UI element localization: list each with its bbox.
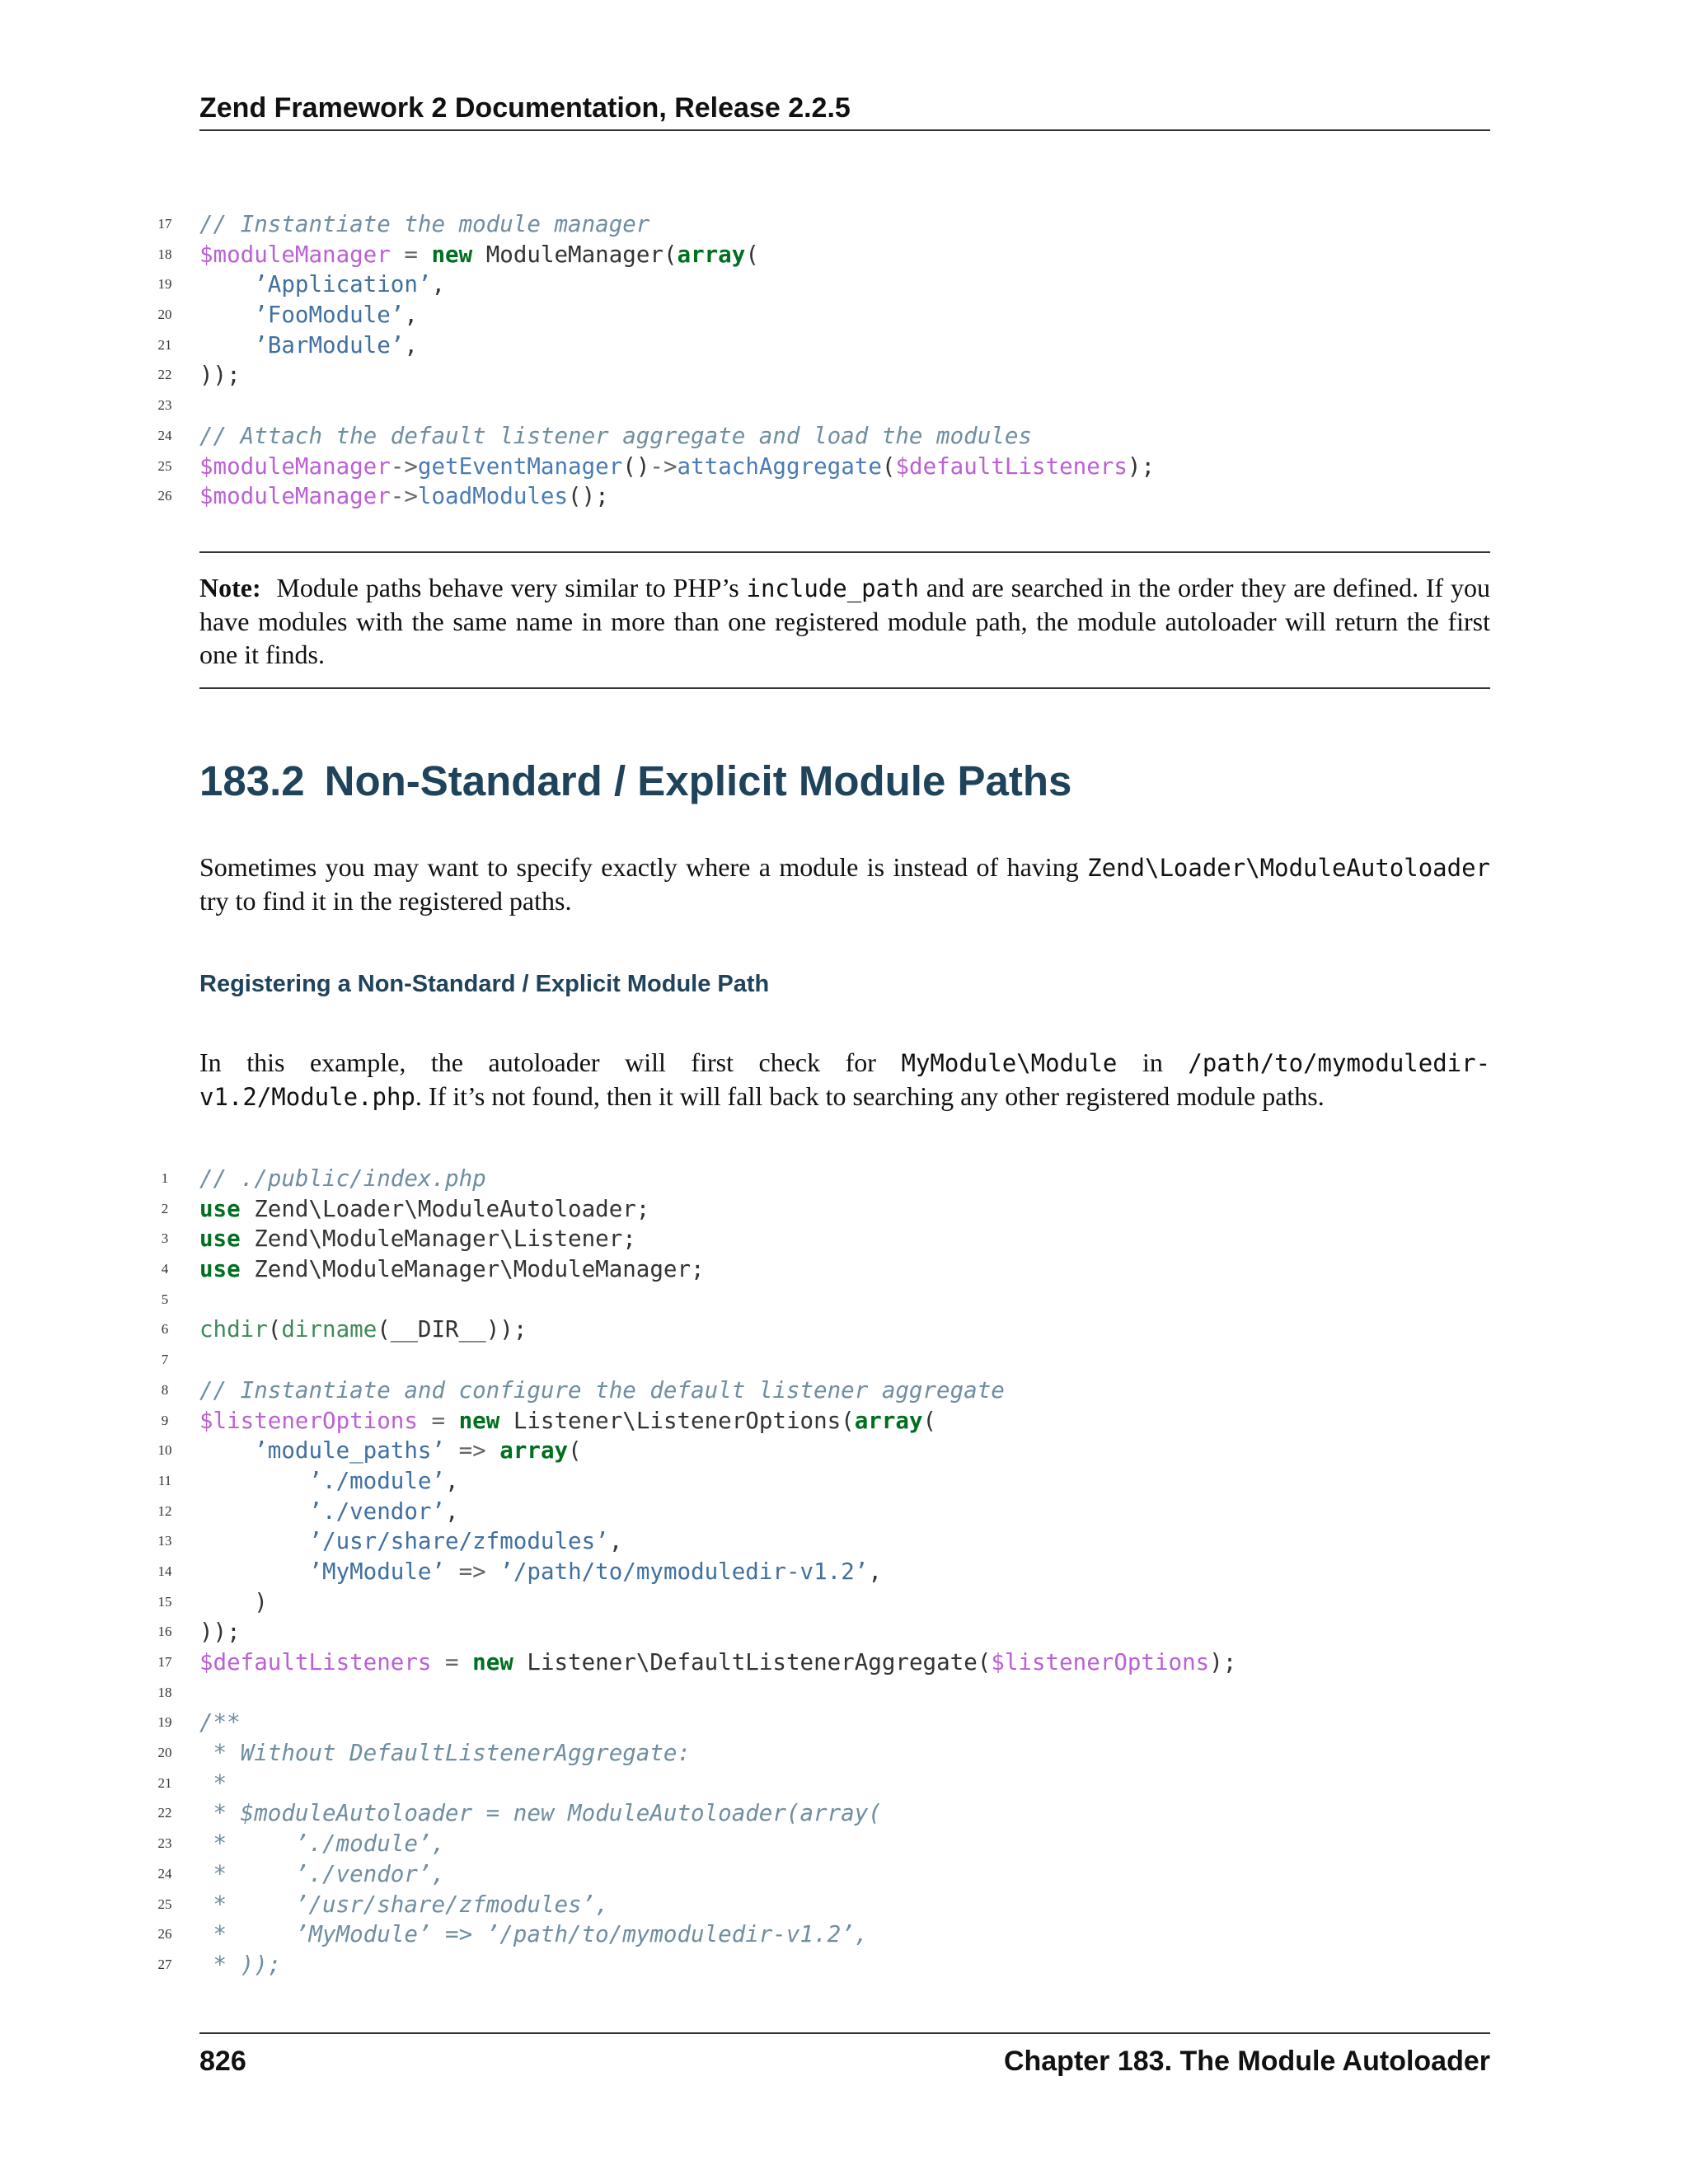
code-text <box>199 1950 281 1980</box>
code-text <box>199 1647 1236 1678</box>
code-line <box>150 1526 1490 1557</box>
code-line <box>150 1587 1490 1618</box>
code-token: ’/path/to/mymoduledir-v1.2’ <box>499 1558 869 1585</box>
note-box <box>199 551 1490 689</box>
code-token: $defaultListeners <box>199 1649 432 1675</box>
code-token: getEventManager <box>417 452 623 480</box>
section-intro-paragraph <box>199 851 1490 917</box>
intro-code: Zend\Loader\ModuleAutoloader <box>1087 854 1491 882</box>
code-token: ( <box>745 241 759 268</box>
code-token: = <box>445 1649 459 1675</box>
code-token: chdir <box>199 1316 268 1343</box>
code-token: use <box>199 1256 241 1283</box>
page-number: 826 <box>199 2046 246 2077</box>
code-text <box>199 330 418 361</box>
code-text <box>199 1406 936 1436</box>
code-token: Zend\ModuleManager\ModuleManager; <box>240 1256 705 1283</box>
code-text <box>199 1436 582 1466</box>
line-number: 18 <box>157 246 172 262</box>
code-token: ’./vendor’ <box>308 1497 446 1525</box>
line-number: 16 <box>157 1624 172 1640</box>
code-token: * ’./module’, <box>199 1830 446 1858</box>
code-token: use <box>199 1195 241 1222</box>
sub-text-1: In this example, the autoloader will first check for <box>199 1047 876 1077</box>
code-token: $moduleManager <box>199 452 391 480</box>
code-text <box>199 1587 268 1618</box>
line-number: 22 <box>157 1805 172 1821</box>
code-token: // ./public/index.php <box>199 1165 486 1192</box>
code-token <box>459 1649 473 1675</box>
code-token <box>418 1408 432 1434</box>
line-number: 25 <box>157 1896 172 1912</box>
code-line <box>150 1829 1490 1859</box>
code-token: ) <box>199 1588 268 1615</box>
code-token: , <box>608 1528 623 1555</box>
code-token <box>445 1437 459 1464</box>
code-token: Listener\ListenerOptions( <box>499 1407 855 1434</box>
code-token: , <box>431 271 446 298</box>
code-line <box>150 1890 1490 1920</box>
code-token <box>431 1649 445 1675</box>
code-token: ModuleManager( <box>472 241 678 268</box>
line-number: 22 <box>157 367 172 383</box>
code-line <box>150 1406 1490 1436</box>
line-number: 4 <box>161 1261 169 1277</box>
code-text <box>199 1769 227 1799</box>
code-token: $moduleManager <box>199 483 391 510</box>
code-text <box>199 1376 1005 1406</box>
code-text <box>199 1526 622 1557</box>
line-number: 19 <box>157 1714 172 1731</box>
code-line <box>150 481 1490 512</box>
line-number: 27 <box>157 1956 172 1972</box>
code-token <box>445 1558 459 1585</box>
code-token <box>199 1558 308 1585</box>
code-token: ( <box>267 1316 282 1343</box>
code-text <box>199 421 1032 452</box>
code-token: )); <box>199 1619 241 1646</box>
code-line <box>150 1708 1490 1738</box>
code-token <box>486 1437 500 1464</box>
code-token: Listener\DefaultListenerAggregate( <box>513 1649 992 1675</box>
code-token: Zend\Loader\ModuleAutoloader; <box>240 1195 650 1222</box>
code-text <box>199 1254 705 1285</box>
running-header <box>199 92 1490 131</box>
code-token: Zend\ModuleManager\Listener; <box>240 1226 636 1253</box>
code-token: (); <box>568 483 609 510</box>
code-text <box>199 1315 527 1345</box>
code-line <box>150 1647 1490 1678</box>
code-token: ); <box>1127 452 1156 480</box>
line-number: 26 <box>157 488 172 504</box>
code-line <box>150 1617 1490 1647</box>
code-token: // Attach the default listener aggregate and load the modules <box>199 422 1032 449</box>
code-token: * )); <box>199 1951 282 1978</box>
code-line <box>150 1194 1490 1225</box>
code-token <box>418 241 432 268</box>
code-token: ( <box>881 452 896 480</box>
code-token: , <box>445 1497 459 1525</box>
code-line <box>150 1285 1490 1315</box>
code-token: * <box>199 1769 227 1797</box>
code-token: ’./module’ <box>308 1467 446 1494</box>
subsection-paragraph <box>199 1046 1490 1113</box>
code-line <box>150 391 1490 421</box>
code-token: new <box>458 1407 500 1434</box>
code-token: -> <box>390 452 418 480</box>
code-line <box>150 1315 1490 1345</box>
line-number: 17 <box>157 1654 172 1670</box>
line-number: 20 <box>157 307 172 323</box>
code-line <box>150 452 1490 482</box>
code-token <box>199 1468 308 1494</box>
code-token: , <box>404 302 418 329</box>
code-line <box>150 1738 1490 1769</box>
code-token: /** <box>199 1709 241 1736</box>
code-block-module-manager <box>150 209 1490 512</box>
code-token: dirname <box>281 1316 377 1343</box>
line-number: 19 <box>157 276 172 293</box>
sub-code-1: MyModule\Module <box>901 1049 1118 1077</box>
line-number: 21 <box>157 1774 172 1791</box>
code-line <box>150 209 1490 240</box>
code-text <box>199 1798 882 1829</box>
note-label: Note: <box>199 573 261 602</box>
chapter-title: Chapter 183. The Module Autoloader <box>1003 2046 1490 2077</box>
code-token: new <box>472 1649 513 1675</box>
line-number: 12 <box>157 1502 172 1519</box>
intro-text-2: try to find it in the registered paths. <box>199 886 572 916</box>
code-line <box>150 300 1490 330</box>
line-number: 23 <box>157 397 172 414</box>
code-token: // Instantiate and configure the default listener aggregate <box>199 1376 1005 1404</box>
note-code: include_path <box>746 574 919 602</box>
code-token <box>486 1558 500 1585</box>
code-token: $moduleManager <box>199 241 391 268</box>
code-text <box>199 1919 868 1950</box>
line-number: 26 <box>157 1926 172 1943</box>
code-token: = <box>431 1407 446 1434</box>
code-token: (__DIR__)); <box>377 1316 528 1343</box>
code-token: $defaultListeners <box>895 452 1128 480</box>
code-text <box>199 360 241 391</box>
code-text <box>199 1164 486 1194</box>
code-text <box>199 269 445 300</box>
line-number: 7 <box>161 1352 169 1368</box>
code-line <box>150 1436 1490 1466</box>
line-number: 2 <box>161 1200 169 1216</box>
code-token: array <box>854 1407 923 1434</box>
line-number: 1 <box>161 1170 169 1186</box>
code-token: $listenerOptions <box>991 1649 1210 1675</box>
code-text <box>199 1890 609 1920</box>
code-token: => <box>458 1437 486 1465</box>
section-title: Non-Standard / Explicit Module Paths <box>324 757 1072 804</box>
code-token: * Without DefaultListenerAggregate: <box>199 1740 692 1767</box>
code-line <box>150 1497 1490 1527</box>
code-token: // Instantiate the module manager <box>199 211 650 237</box>
code-line <box>150 269 1490 300</box>
document-title: Zend Framework 2 Documentation, Release 2.2.5 <box>199 92 851 124</box>
code-line <box>150 1376 1490 1406</box>
line-number: 24 <box>157 1865 172 1882</box>
code-text <box>199 1557 882 1587</box>
code-text <box>199 1466 459 1497</box>
line-number: 24 <box>157 427 172 443</box>
code-token: ’module_paths’ <box>254 1437 446 1465</box>
code-line <box>150 1164 1490 1194</box>
code-text <box>199 300 418 330</box>
code-token: -> <box>649 452 678 480</box>
line-number: 21 <box>157 336 172 353</box>
code-text <box>199 1224 636 1254</box>
code-token: , <box>404 331 418 359</box>
code-token: () <box>622 452 650 480</box>
line-number: 13 <box>157 1533 172 1549</box>
code-line <box>150 1224 1490 1254</box>
code-block-explicit-paths <box>150 1164 1490 1980</box>
code-line <box>150 1345 1490 1376</box>
code-text <box>199 240 759 270</box>
code-token: ’FooModule’ <box>254 302 405 329</box>
code-text <box>199 1829 445 1859</box>
sub-code-2: /path/to/mymoduledir-v1.2/Module.php <box>199 1049 1491 1111</box>
code-token <box>199 1528 308 1554</box>
code-text <box>199 209 649 240</box>
code-text <box>199 1194 649 1225</box>
code-token <box>391 241 405 268</box>
sub-text-3: . If it’s not found, then it will fall back to searching any other registered module paths. <box>415 1081 1325 1111</box>
line-number: 11 <box>157 1472 172 1488</box>
code-line <box>150 1466 1490 1497</box>
code-token: ); <box>1209 1649 1237 1675</box>
code-text <box>199 481 609 512</box>
code-token: loadModules <box>417 483 569 510</box>
line-number: 5 <box>161 1291 169 1307</box>
code-line <box>150 1557 1490 1587</box>
code-token <box>199 271 254 298</box>
code-line <box>150 421 1490 452</box>
line-number: 6 <box>161 1321 169 1338</box>
code-text <box>199 1859 445 1890</box>
code-token: ’MyModule’ <box>308 1558 446 1585</box>
code-line <box>150 360 1490 391</box>
code-line <box>150 1678 1490 1708</box>
line-number: 9 <box>161 1412 169 1428</box>
code-token: * ’MyModule’ => ’/path/to/mymoduledir-v1.2’, <box>199 1921 869 1948</box>
code-token: -> <box>390 483 418 510</box>
running-footer <box>199 2032 1490 2078</box>
line-number: 10 <box>157 1442 172 1459</box>
line-number: 18 <box>157 1684 172 1700</box>
code-text <box>199 1738 691 1769</box>
code-token: = <box>404 241 418 268</box>
code-token: , <box>445 1467 459 1494</box>
line-number: 8 <box>161 1381 169 1398</box>
code-line <box>150 1859 1490 1890</box>
sub-text-2: in <box>1142 1047 1163 1077</box>
code-line <box>150 1950 1490 1980</box>
code-text <box>199 1617 241 1647</box>
code-token: * ’./vendor’, <box>199 1860 446 1887</box>
code-token: )); <box>199 362 241 389</box>
code-token: * ’/usr/share/zfmodules’, <box>199 1891 609 1918</box>
code-line <box>150 240 1490 270</box>
code-token: array <box>499 1437 569 1465</box>
code-line <box>150 1798 1490 1829</box>
code-token: * $moduleAutoloader = new ModuleAutoloader(array( <box>199 1800 882 1827</box>
line-number: 3 <box>161 1230 169 1247</box>
section-number: 183.2 <box>199 757 305 804</box>
code-token: new <box>431 241 473 268</box>
line-number: 23 <box>157 1835 172 1852</box>
code-text <box>199 452 1155 482</box>
code-token: array <box>677 241 746 268</box>
line-number: 15 <box>157 1593 172 1610</box>
code-line <box>150 1769 1490 1799</box>
code-token: ’Application’ <box>254 271 432 298</box>
code-token: ( <box>922 1407 937 1434</box>
code-line <box>150 1254 1490 1285</box>
line-number: 17 <box>157 216 172 232</box>
note-text-1: Module paths behave very similar to PHP’s <box>276 573 739 602</box>
code-token <box>199 302 254 328</box>
code-token <box>199 332 254 359</box>
code-token: $listenerOptions <box>199 1407 418 1434</box>
section-heading <box>199 757 1071 805</box>
code-line <box>150 1919 1490 1950</box>
code-token <box>199 1498 308 1525</box>
code-token: ’/usr/share/zfmodules’ <box>308 1528 609 1555</box>
code-token: ’BarModule’ <box>254 331 405 359</box>
code-token: attachAggregate <box>677 452 882 480</box>
code-token: ( <box>568 1437 582 1465</box>
intro-text-1: Sometimes you may want to specify exactly where a module is instead of having <box>199 852 1079 882</box>
line-number: 20 <box>157 1745 172 1761</box>
note-text-2: and are searched in the order they are defined. If you have modules with the same name in more than one registered module path, the module autoloader will return the first one it finds. <box>199 573 1491 669</box>
code-line <box>150 330 1490 361</box>
code-token: , <box>868 1558 882 1585</box>
code-text <box>199 1497 459 1527</box>
subsection-heading: Registering a Non-Standard / Explicit Module Path <box>199 971 770 997</box>
line-number: 25 <box>157 457 172 474</box>
code-token <box>445 1408 459 1434</box>
code-token: use <box>199 1226 241 1253</box>
line-number: 14 <box>157 1563 172 1579</box>
code-token: => <box>458 1558 486 1585</box>
code-token <box>199 1437 254 1464</box>
code-text <box>199 1708 241 1738</box>
